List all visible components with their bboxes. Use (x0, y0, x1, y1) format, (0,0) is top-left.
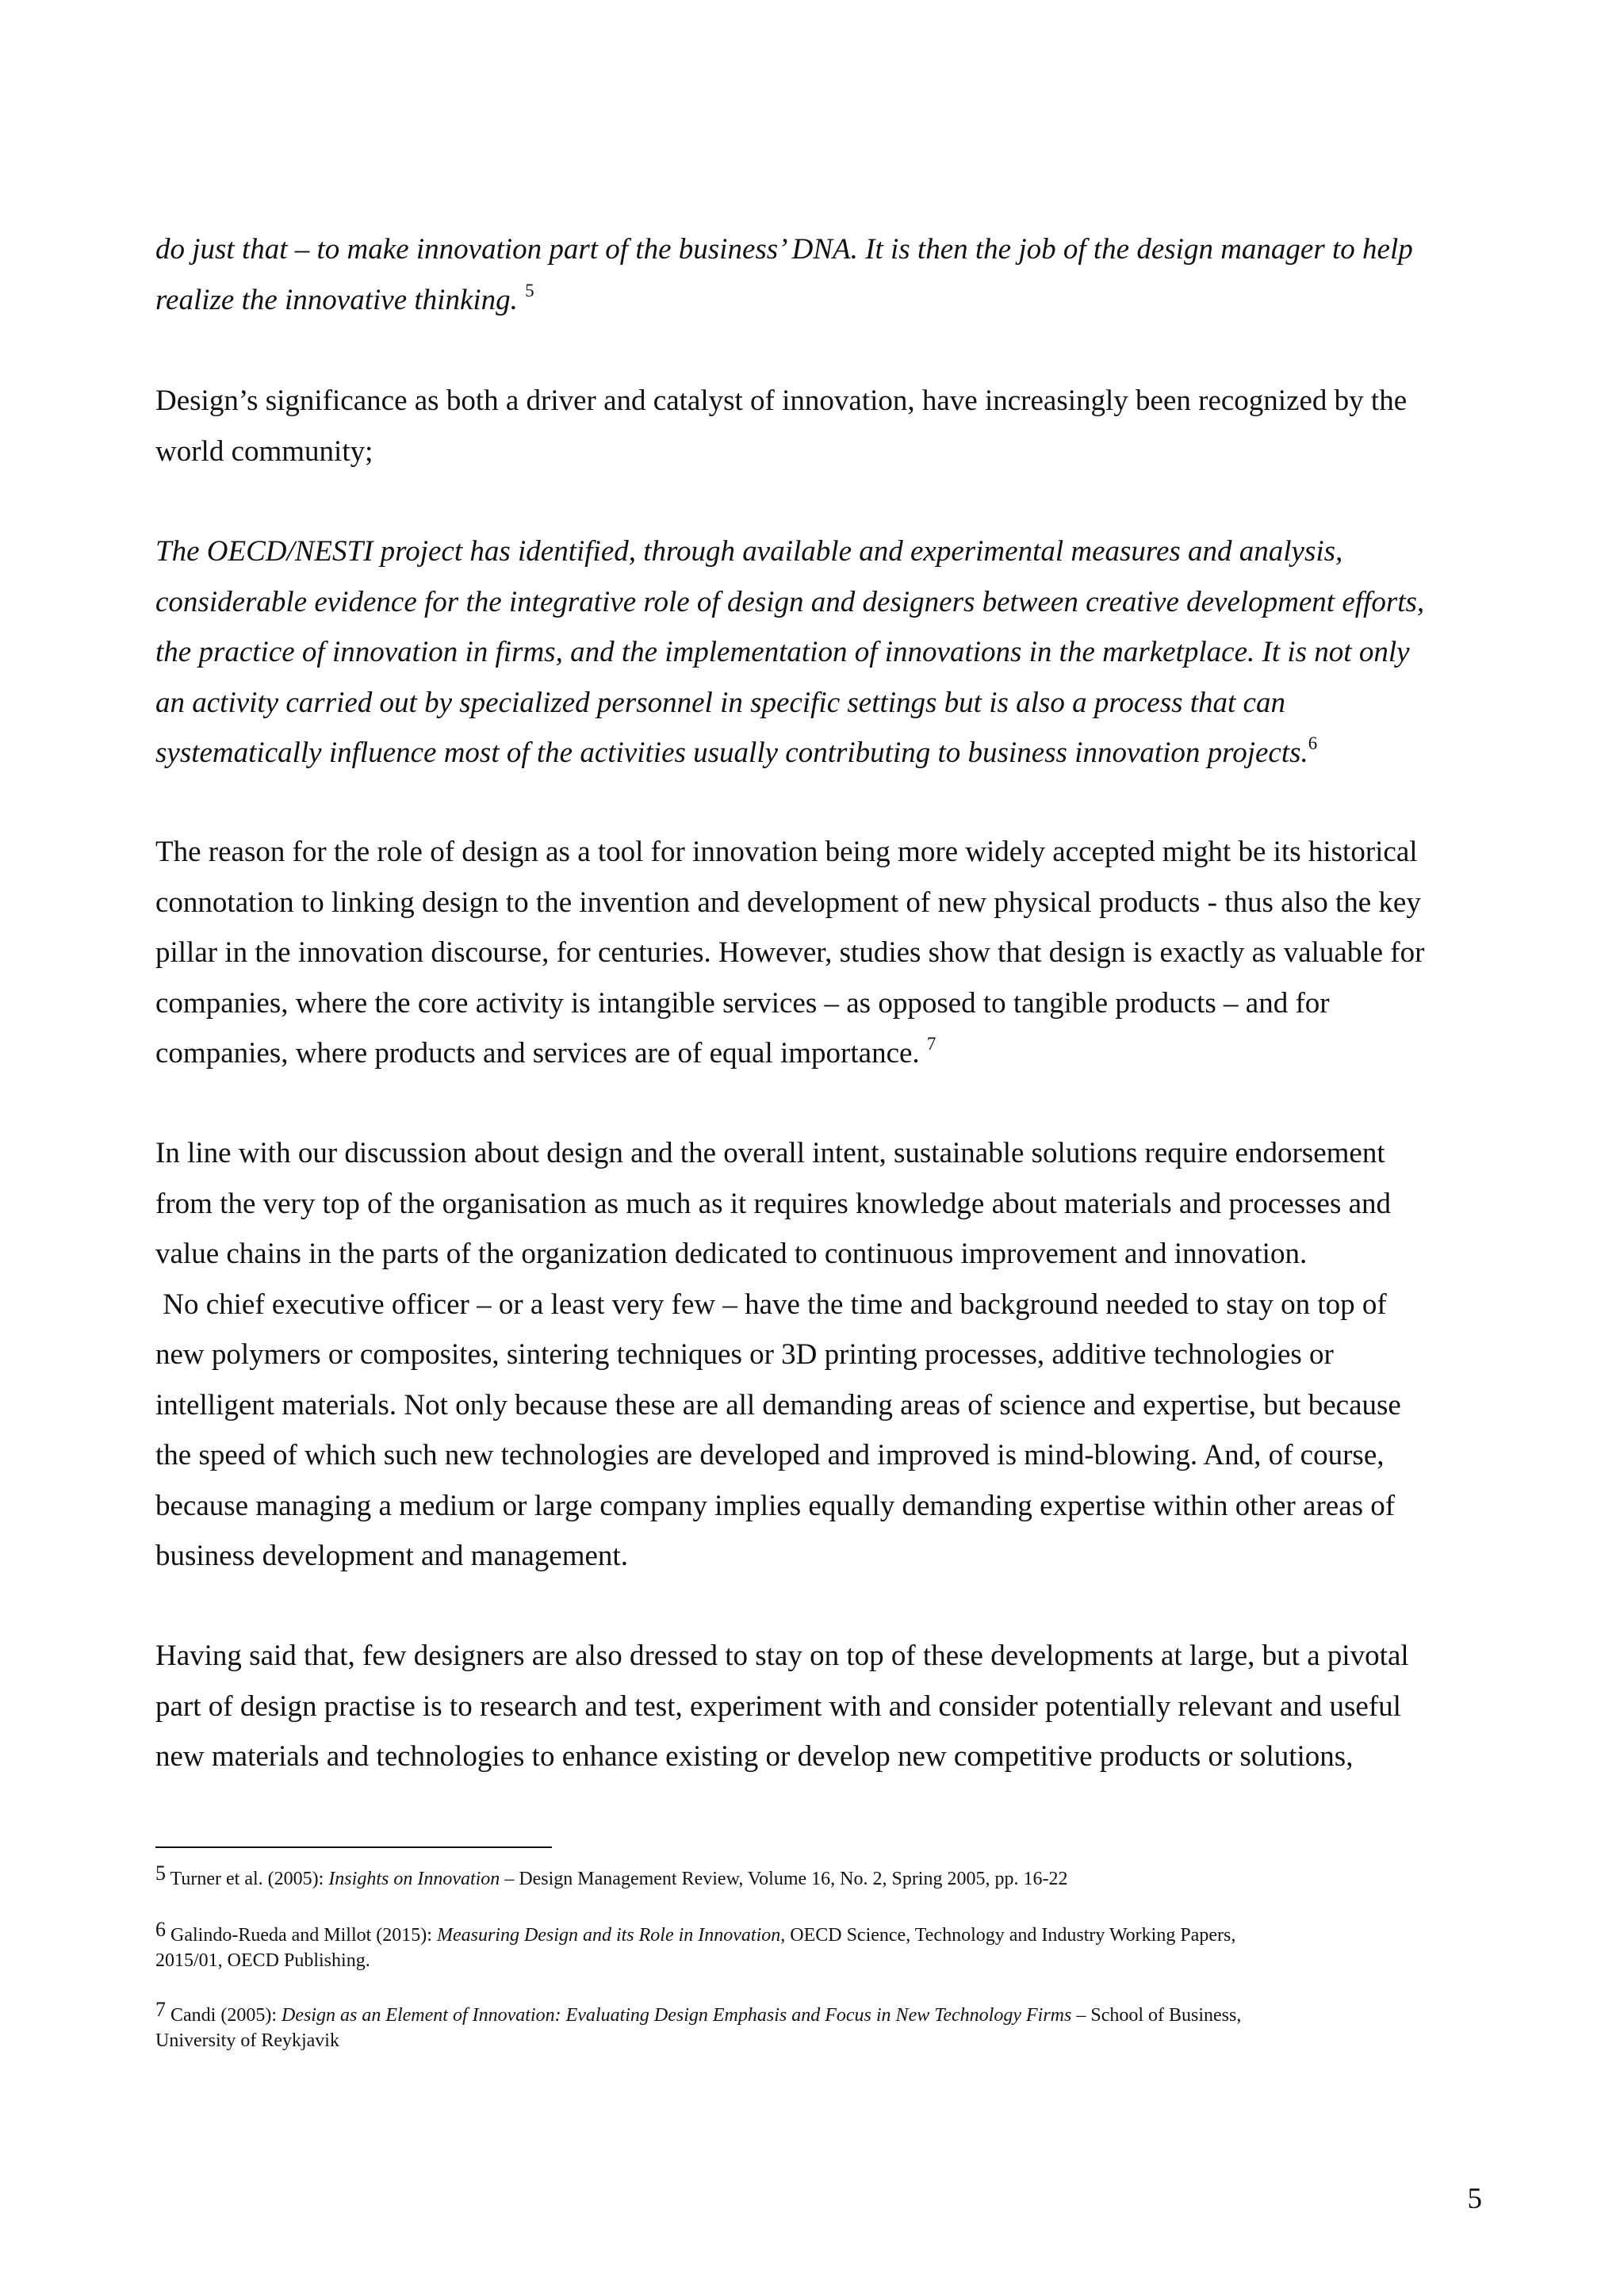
text-line: business development and management. (155, 1540, 628, 1572)
text-line: companies, where the core activity is intangible services – as opposed to tangible products – and for (155, 986, 1330, 1020)
text-line: No chief executive officer – or a least very few – have the time and background needed to stay on top of (155, 1288, 1387, 1321)
quote-paragraph-1 (155, 224, 1478, 325)
text-line: new materials and technologies to enhance existing or develop new competitive products or solutions, (155, 1740, 1354, 1773)
text-line-content: realize the innovative thinking. (155, 283, 518, 316)
text-line: The reason for the role of design as a tool for innovation being more widely accepted might be its historical (155, 836, 1418, 868)
text-line: part of design practise is to research and test, experiment with and consider potentially relevant and useful (155, 1689, 1401, 1723)
text-line: The OECD/NESTI project has identified, through available and experimental measures and analysis, (155, 535, 1343, 568)
body-paragraph-6 (155, 1631, 1478, 1782)
footnote-text: – School of Business, (1071, 2005, 1242, 2026)
text-line-content: systematically influence most of the activities usually contributing to business innovation projects. (155, 737, 1308, 769)
footnote-reference-6[interactable]: 6 (1308, 733, 1318, 753)
footnote-text: Turner et al. (2005): (166, 1869, 329, 1889)
text-line: Having said that, few designers are also dressed to stay on top of these developments at large, but a pivotal (155, 1640, 1409, 1672)
page-number: 5 (1467, 2183, 1482, 2215)
footnote-title: Measuring Design and its Role in Innovation (436, 1925, 781, 1946)
text-line: an activity carried out by specialized personnel in specific settings but is also a process that can (155, 686, 1285, 719)
footnote-text: , OECD Science, Technology and Industry Working Papers, (780, 1925, 1236, 1946)
body-paragraph-4 (155, 827, 1478, 1079)
footnote-separator (155, 1846, 552, 1848)
text-line: world community; (155, 434, 373, 468)
footnote-text: – Design Management Review, Volume 16, No. 2, Spring 2005, pp. 16-22 (500, 1869, 1068, 1889)
footnote-text: Candi (2005): (166, 2005, 282, 2026)
footnote-title: Design as an Element of Innovation: Evaluating Design Emphasis and Focus in New Technology Firms (281, 2005, 1072, 2026)
text-line: considerable evidence for the integrative role of design and designers between creative development efforts, (155, 585, 1425, 618)
text-line: pillar in the innovation discourse, for centuries. However, studies show that design is exactly as valuable for (155, 936, 1425, 969)
text-line (155, 275, 1478, 326)
footnote-text: 2015/01, OECD Publishing. (155, 1950, 370, 1971)
footnote-title: Insights on Innovation (328, 1869, 500, 1889)
quote-paragraph-3 (155, 526, 1478, 779)
text-line: In line with our discussion about design and the overall intent, sustainable solutions require endorsement (155, 1137, 1385, 1169)
text-line (155, 728, 1478, 779)
text-line: the speed of which such new technologies are developed and improved is mind-blowing. And, of course, (155, 1439, 1385, 1471)
footnote-number: 7 (155, 1998, 166, 2021)
text-line: do just that – to make innovation part of the business’ DNA. It is then the job of the design manager to help (155, 233, 1413, 266)
text-line-content: companies, where products and services are of equal importance. (155, 1037, 920, 1070)
footnote-5 (155, 1862, 1488, 1892)
text-line (155, 1028, 1478, 1079)
text-line: intelligent materials. Not only because these are all demanding areas of science and expertise, but because (155, 1388, 1401, 1422)
footnote-number: 5 (155, 1862, 166, 1885)
footnote-text: Galindo-Rueda and Millot (2015): (166, 1925, 437, 1946)
text-line: Design’s significance as both a driver and catalyst of innovation, have increasingly been recognized by the (155, 385, 1408, 417)
footnote-7 (155, 1998, 1488, 2053)
footnote-6 (155, 1918, 1488, 1973)
text-line: new polymers or composites, sintering techniques or 3D printing processes, additive technologies or (155, 1338, 1334, 1371)
text-line: from the very top of the organisation as much as it requires knowledge about materials and processes and (155, 1187, 1392, 1220)
footnote-text: University of Reykjavik (155, 2030, 339, 2051)
text-line: because managing a medium or large company implies equally demanding expertise within other areas of (155, 1489, 1396, 1522)
footnote-reference-7[interactable]: 7 (926, 1034, 936, 1054)
text-line: the practice of innovation in firms, and the implementation of innovations in the marketplace. It is not only (155, 636, 1410, 668)
text-line: connotation to linking design to the invention and development of new physical products - thus also the key (155, 886, 1421, 919)
text-line: value chains in the parts of the organization dedicated to continuous improvement and innovation. (155, 1238, 1308, 1270)
footnote-reference-5[interactable]: 5 (525, 280, 534, 300)
footnote-number: 6 (155, 1918, 166, 1941)
body-paragraph-2 (155, 376, 1478, 476)
body-paragraph-5 (155, 1128, 1478, 1582)
